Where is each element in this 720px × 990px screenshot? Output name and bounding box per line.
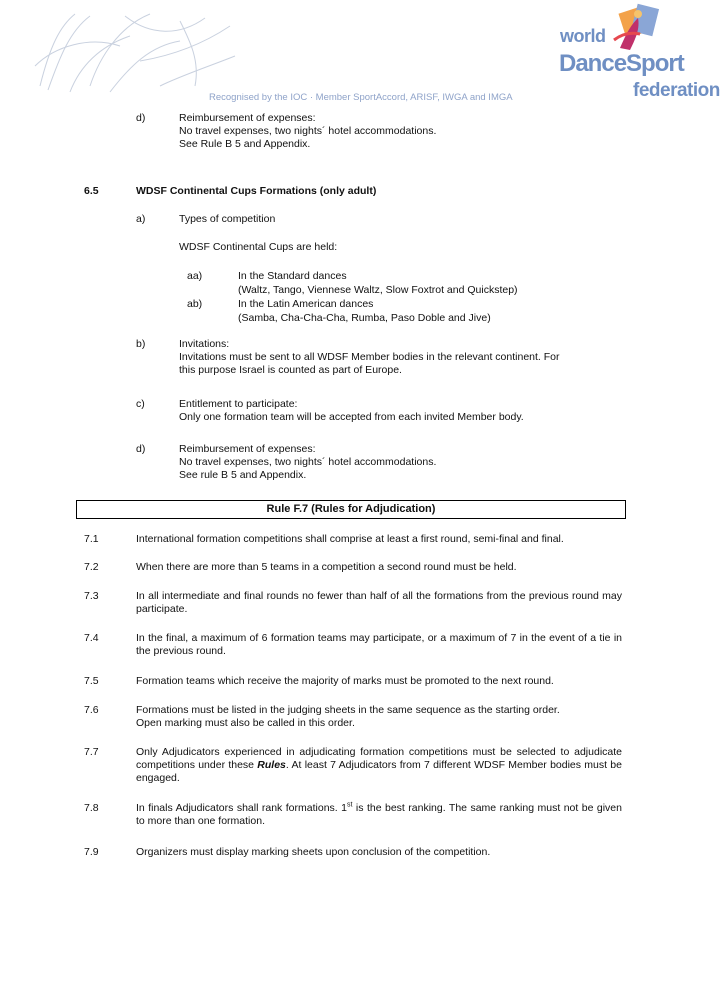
rule-number: 7.4	[84, 632, 99, 644]
rule-number: 7.9	[84, 846, 99, 858]
rule-number: 7.8	[84, 802, 99, 814]
rule-text-part: Only Adjudicators experienced in adjudicating formation competitions must be selected to adjudicate competitions under these	[136, 746, 622, 771]
item-d-line1: No travel expenses, two nights´ hotel accommodations.	[179, 456, 437, 468]
logo-text-world: world	[560, 26, 606, 46]
item-a-title: Types of competition	[179, 213, 276, 225]
rule-heading-box: Rule F.7 (Rules for Adjudication)	[76, 500, 626, 519]
top-item-title: Reimbursement of expenses:	[179, 112, 316, 124]
rule-text: Formation teams which receive the majority of marks must be promoted to the next round.	[136, 675, 554, 687]
dancer-figure-icon	[600, 4, 662, 54]
item-a-letter: a)	[136, 213, 146, 225]
item-b-title: Invitations:	[179, 338, 230, 350]
rule-text-line1: Formations must be listed in the judging sheets in the same sequence as the starting order.	[136, 704, 560, 716]
rule-text-part: . At least 7 Adjudicators from 7 different WDSF Member bodies must be engaged.	[136, 759, 622, 784]
rule-text-line2: Open marking must also be called in this order.	[136, 717, 355, 729]
rule-number: 7.6	[84, 704, 99, 716]
item-aa-line1: In the Standard dances	[238, 270, 347, 282]
item-ab-label: ab)	[187, 298, 203, 310]
item-a-intro: WDSF Continental Cups are held:	[179, 241, 338, 253]
header-sketch-decoration	[30, 6, 240, 92]
rule-text	[136, 746, 622, 785]
item-d-letter: d)	[136, 443, 146, 455]
item-b-line1: Invitations must be sent to all WDSF Member bodies in the relevant continent. For	[179, 351, 560, 363]
item-ab-line2: (Samba, Cha-Cha-Cha, Rumba, Paso Doble and Jive)	[238, 312, 491, 324]
section-title: WDSF Continental Cups Formations (only adult)	[136, 185, 377, 197]
item-aa-label: aa)	[187, 270, 203, 282]
wdsf-logo	[556, 4, 720, 104]
item-d-line2: See rule B 5 and Appendix.	[179, 469, 307, 481]
rule-number: 7.3	[84, 590, 99, 602]
item-ab-line1: In the Latin American dances	[238, 298, 374, 310]
recognition-line: Recognised by the IOC · Member SportAccord, ARISF, IWGA and IMGA	[209, 92, 513, 103]
rule-number: 7.1	[84, 533, 99, 545]
top-item-line1: No travel expenses, two nights´ hotel accommodations.	[179, 125, 437, 137]
rule-number: 7.7	[84, 746, 99, 758]
rules-emphasis: Rules	[257, 759, 286, 771]
section-number: 6.5	[84, 185, 99, 197]
item-aa-line2: (Waltz, Tango, Viennese Waltz, Slow Foxtrot and Quickstep)	[238, 284, 518, 296]
rule-text-part: In finals Adjudicators shall rank formations. 1	[136, 802, 347, 814]
rule-number: 7.5	[84, 675, 99, 687]
rule-text: In all intermediate and final rounds no fewer than half of all the formations from the previous round may participate.	[136, 590, 622, 615]
rule-text: International formation competitions shall comprise at least a first round, semi-final and final.	[136, 533, 564, 545]
item-b-letter: b)	[136, 338, 146, 350]
rule-text: In the final, a maximum of 6 formation teams may participate, or a maximum of 7 in the event of a tie in the previous round.	[136, 632, 622, 657]
item-c-letter: c)	[136, 398, 145, 410]
item-b-line2: this purpose Israel is counted as part of Europe.	[179, 364, 402, 376]
rule-text-part: is the best ranking. The same ranking must not be given to more than one formation.	[136, 802, 622, 827]
top-item-line2: See Rule B 5 and Appendix.	[179, 138, 311, 150]
rule-text: Organizers must display marking sheets upon conclusion of the competition.	[136, 846, 491, 858]
rule-text: When there are more than 5 teams in a competition a second round must be held.	[136, 561, 517, 573]
item-c-line1: Only one formation team will be accepted from each invited Member body.	[179, 411, 524, 423]
rule-number: 7.2	[84, 561, 99, 573]
logo-text-dancesport: DanceSport	[559, 50, 684, 77]
item-d-title: Reimbursement of expenses:	[179, 443, 316, 455]
item-c-title: Entitlement to participate:	[179, 398, 298, 410]
rule-text	[136, 802, 622, 828]
logo-text-federation: federation	[633, 80, 720, 101]
top-item-letter: d)	[136, 112, 146, 124]
ordinal-superscript: st	[347, 801, 353, 809]
